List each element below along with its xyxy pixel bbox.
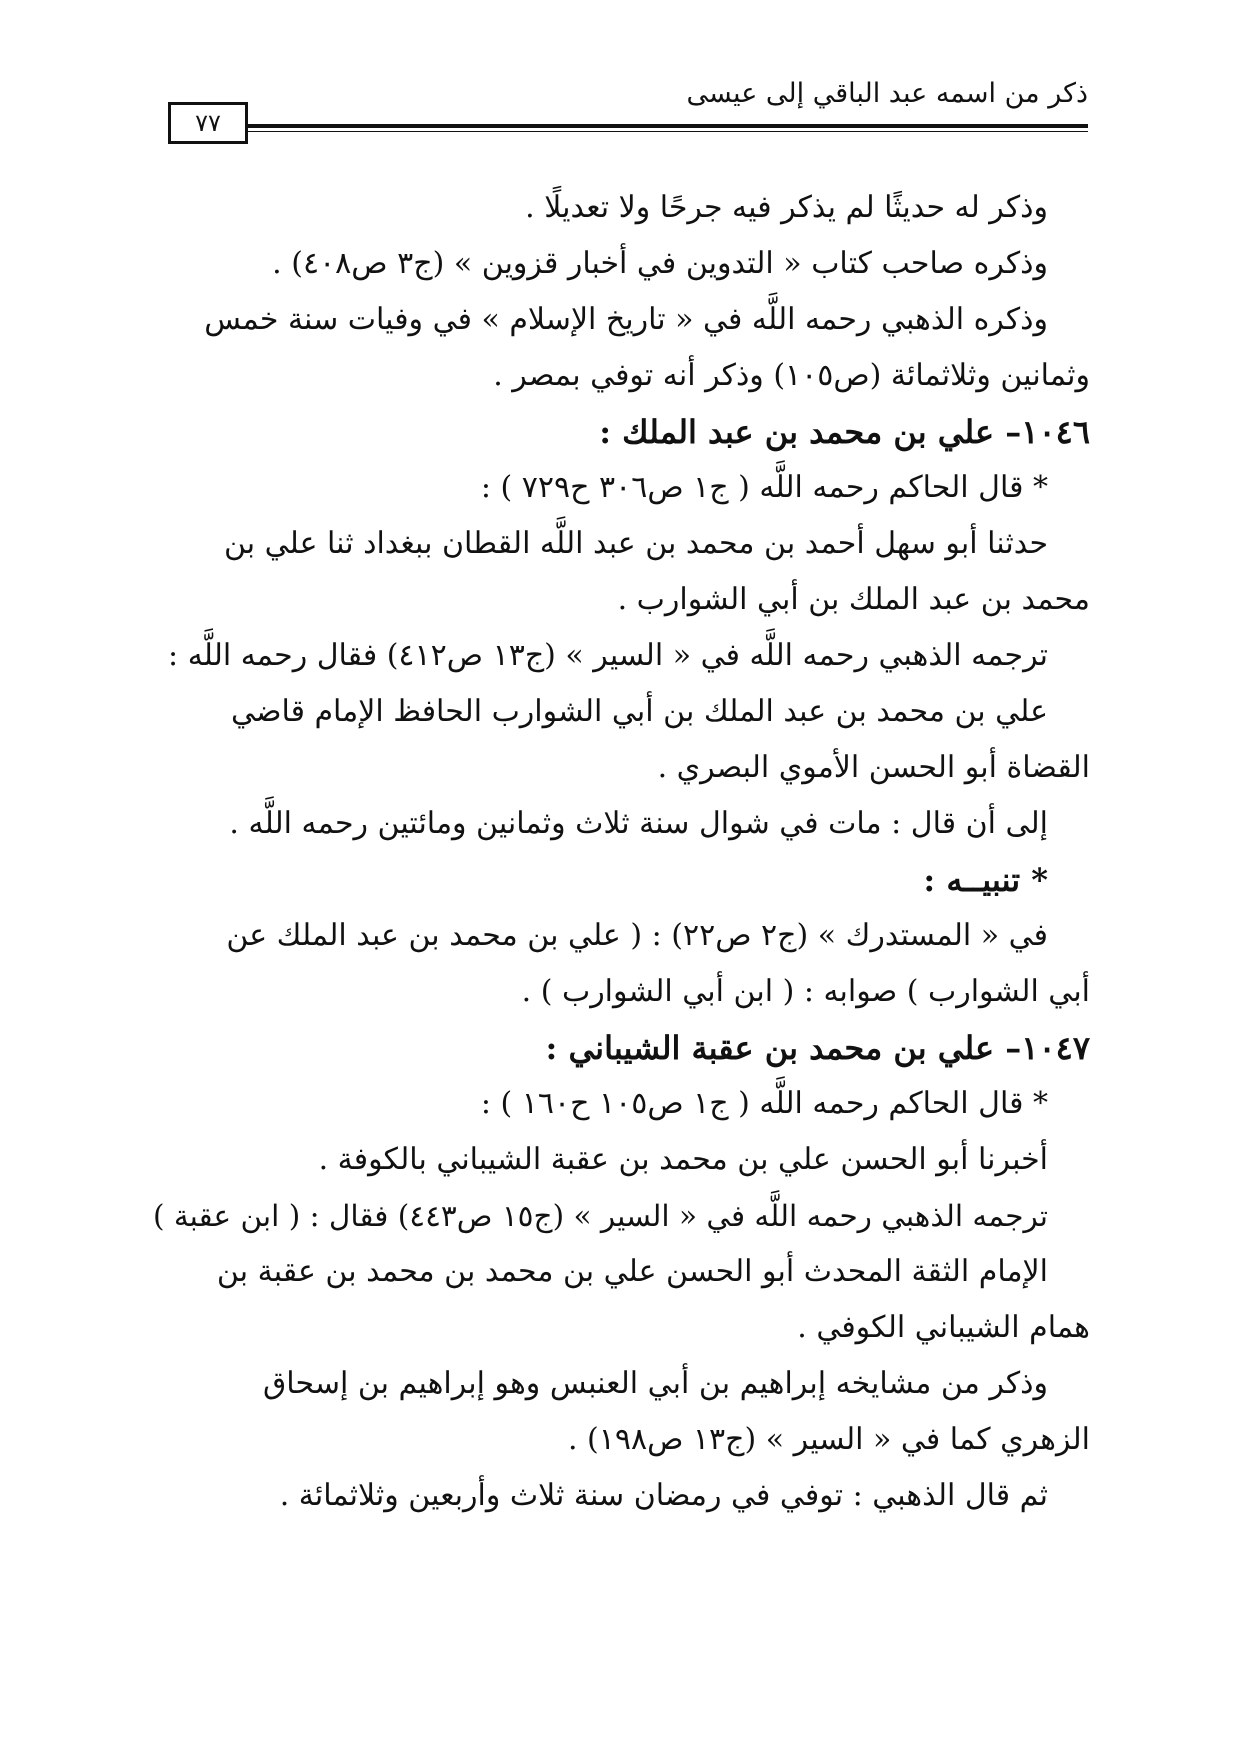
text-line: محمد بن عبد الملك بن أبي الشوارب . — [617, 582, 1090, 617]
text-line: أخبرنا أبو الحسن علي بن محمد بن عقبة الشيباني بالكوفة . — [318, 1142, 1048, 1177]
text-line: وذكر من مشايخه إبراهيم بن أبي العنبس وهو إبراهيم بن إسحاق — [263, 1366, 1048, 1401]
entry-heading-line: ١٠٤٧– علي بن محمد بن عقبة الشيباني : — [545, 1029, 1090, 1067]
text-line: وذكره صاحب كتاب « التدوين في أخبار قزوين » (ج٣ ص٤٠٨) . — [272, 246, 1048, 281]
text-line: * قال الحاكم رحمه اللَّه ( ج١ ص٣٠٦ ح٧٢٩ ) : — [480, 470, 1048, 505]
header-rule-thick — [248, 124, 1088, 128]
text-line: حدثنا أبو سهل أحمد بن محمد بن عبد اللَّه القطان ببغداد ثنا علي بن — [223, 526, 1048, 561]
text-line: الزهري كما في « السير » (ج١٣ ص١٩٨) . — [567, 1422, 1090, 1457]
text-line: الإمام الثقة المحدث أبو الحسن علي بن محمد بن محمد بن عقبة بن — [216, 1254, 1048, 1289]
page-number: ٧٧ — [168, 102, 248, 144]
header-rule-thin — [248, 131, 1088, 132]
text-line: القضاة أبو الحسن الأموي البصري . — [657, 750, 1090, 785]
text-line: وذكر له حديثًا لم يذكر فيه جرحًا ولا تعديلًا . — [525, 190, 1048, 225]
entry-heading-line: ١٠٤٦– علي بن محمد بن عبد الملك : — [599, 413, 1090, 451]
page-body — [148, 180, 1090, 1524]
entry-heading-line: * تنبيــه : — [923, 861, 1048, 899]
running-title: ذكر من اسمه عبد الباقي إلى عيسى — [686, 78, 1088, 109]
text-line: همام الشيباني الكوفي . — [797, 1310, 1090, 1345]
text-line: وثمانين وثلاثمائة (ص١٠٥) وذكر أنه توفي بمصر . — [493, 358, 1090, 393]
text-line: * قال الحاكم رحمه اللَّه ( ج١ ص١٠٥ ح١٦٠ ) : — [480, 1086, 1048, 1121]
text-line: وذكره الذهبي رحمه اللَّه في « تاريخ الإسلام » في وفيات سنة خمس — [204, 302, 1048, 337]
text-line: إلى أن قال : مات في شوال سنة ثلاث وثمانين ومائتين رحمه اللَّه . — [229, 806, 1048, 841]
page-header — [168, 78, 1088, 148]
text-line: في « المستدرك » (ج٢ ص٢٢) : ( علي بن محمد بن عبد الملك عن — [226, 918, 1048, 953]
text-line: ترجمه الذهبي رحمه اللَّه في « السير » (ج١٣ ص٤١٢) فقال رحمه اللَّه : — [168, 638, 1048, 673]
text-line: ترجمه الذهبي رحمه اللَّه في « السير » (ج١٥ ص٤٤٣) فقال : ( ابن عقبة ) — [152, 1199, 1048, 1233]
text-line: أبي الشوارب ) صوابه : ( ابن أبي الشوارب ) . — [521, 974, 1090, 1009]
text-line: علي بن محمد بن عبد الملك بن أبي الشوارب الحافظ الإمام قاضي — [230, 694, 1048, 729]
text-line: ثم قال الذهبي : توفي في رمضان سنة ثلاث وأربعين وثلاثمائة . — [279, 1478, 1048, 1513]
